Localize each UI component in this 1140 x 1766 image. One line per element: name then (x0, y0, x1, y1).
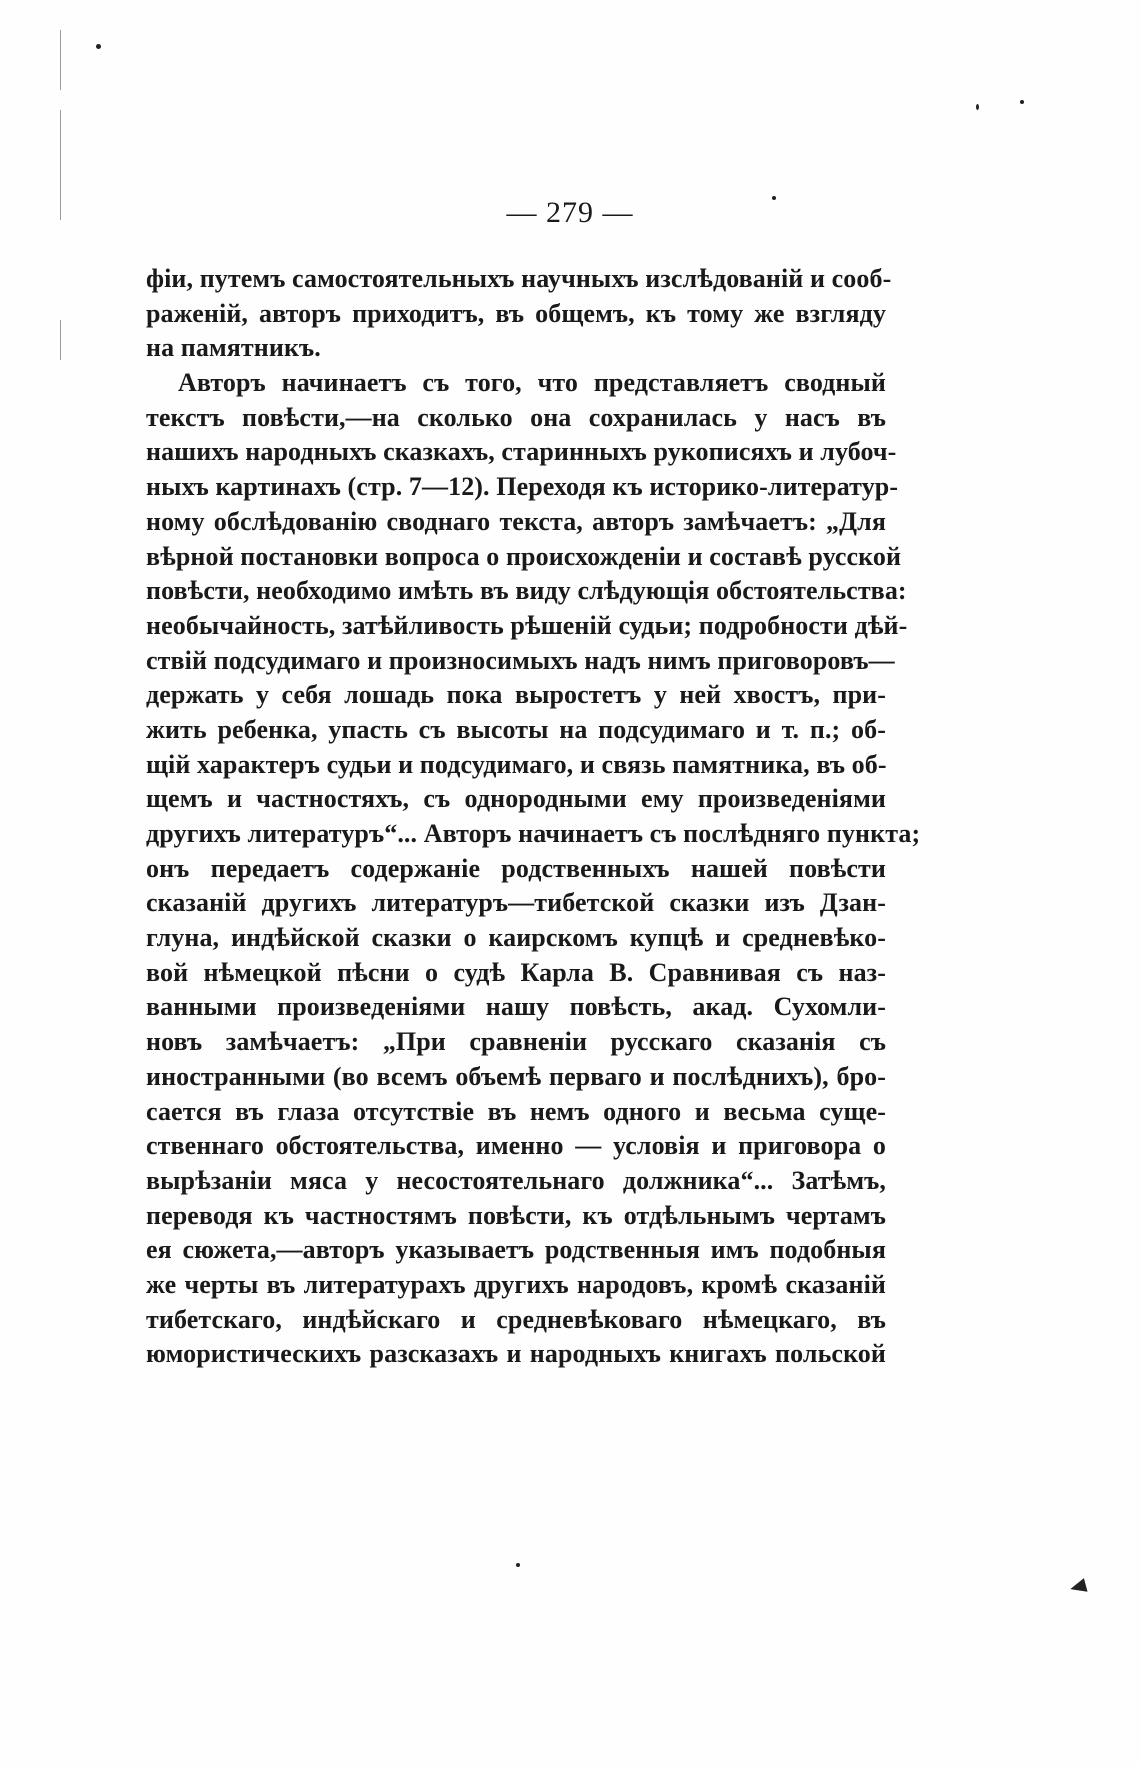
text-line: ныхъ картинахъ (стр. 7—12). Переходя къ историко-литератур- (146, 472, 899, 502)
page-number: — 279 — (506, 196, 634, 229)
scan-speck (976, 104, 979, 110)
text-line: жить ребенка, упасть съ высоты на подсудимаго и т. п.; об- (146, 714, 886, 744)
text-line: тибетскаго, индѣйскаго и средневѣковаго нѣмецкаго, въ (146, 1304, 886, 1334)
text-line: ствій подсудимаго и произносимыхъ надъ нимъ приговоровъ— (146, 645, 895, 675)
text-line: необычайность, затѣйливость рѣшеній судьи; подробности дѣй- (146, 610, 908, 640)
text-line: другихъ литературъ“... Авторъ начинаетъ съ послѣдняго пункта; (146, 819, 921, 848)
text-line: сается въ глаза отсутствіе въ немъ одного и весьма суще- (146, 1096, 886, 1126)
text-line: ственнаго обстоятельства, именно — условія и приговора о (146, 1131, 886, 1161)
text-line: ея сюжета,—авторъ указываетъ родственныя имъ подобныя (146, 1235, 886, 1265)
scan-arrow-mark (1068, 1578, 1087, 1596)
text-line: же черты въ литературахъ другихъ народовъ, кромѣ сказаній (146, 1269, 886, 1299)
text-line: иностранными (во всемъ объемѣ перваго и послѣднихъ), бро- (146, 1061, 886, 1091)
text-line: онъ передаетъ содержаніе родственныхъ нашей повѣсти (146, 853, 886, 883)
scan-speck (516, 1563, 520, 1567)
text-line: вѣрной постановки вопроса о происхожденіи и составѣ русской (146, 541, 902, 571)
text-line: фіи, путемъ самостоятельныхъ научныхъ изслѣдованій и сооб- (146, 264, 892, 293)
scan-margin-rule (60, 30, 61, 90)
scan-speck (96, 44, 101, 49)
text-line: повѣсти, необходимо имѣть въ виду слѣдующія обстоятельства: (146, 576, 907, 606)
text-line: на памятникъ. (146, 333, 321, 363)
text-line: ному обслѣдованію своднаго текста, авторъ замѣчаетъ: „Для (146, 506, 886, 536)
text-line: нашихъ народныхъ сказкахъ, старинныхъ рукописяхъ и лубоч- (146, 437, 897, 467)
text-line: юмористическихъ разсказахъ и народныхъ книгахъ польской (146, 1339, 886, 1369)
text-line: раженій, авторъ приходитъ, въ общемъ, къ тому же взгляду (146, 298, 886, 328)
text-line: держать у себя лошадь пока выростетъ у ней хвостъ, при- (146, 680, 886, 710)
text-line: сказаній другихъ литературъ—тибетской сказки изъ Дзан- (146, 888, 886, 918)
text-line: текстъ повѣсти,—на сколько она сохранилась у насъ въ (146, 402, 886, 432)
scan-margin-rule (60, 320, 61, 360)
text-line: вырѣзаніи мяса у несостоятельнаго должника“... Затѣмъ, (146, 1165, 886, 1195)
text-line: вой нѣмецкой пѣсни о судѣ Карла В. Сравнивая съ наз- (146, 957, 886, 987)
text-line: щемъ и частностяхъ, съ однородными ему произведеніями (146, 784, 886, 814)
text-line: Авторъ начинаетъ съ того, что представляетъ сводный (178, 368, 886, 398)
body-text (146, 262, 921, 1372)
text-line: щій характеръ судьи и подсудимаго, и связь памятника, въ об- (146, 749, 887, 779)
text-line: новъ замѣчаетъ: „При сравненіи русскаго сказанія съ (146, 1027, 886, 1057)
text-line: ванными произведеніями нашу повѣсть, акад. Сухомли- (146, 992, 886, 1022)
text-line: переводя къ частностямъ повѣсти, къ отдѣльнымъ чертамъ (146, 1200, 886, 1230)
scan-speck (1020, 100, 1024, 104)
text-line: глуна, индѣйской сказки о каирскомъ купцѣ и средневѣко- (146, 923, 886, 953)
